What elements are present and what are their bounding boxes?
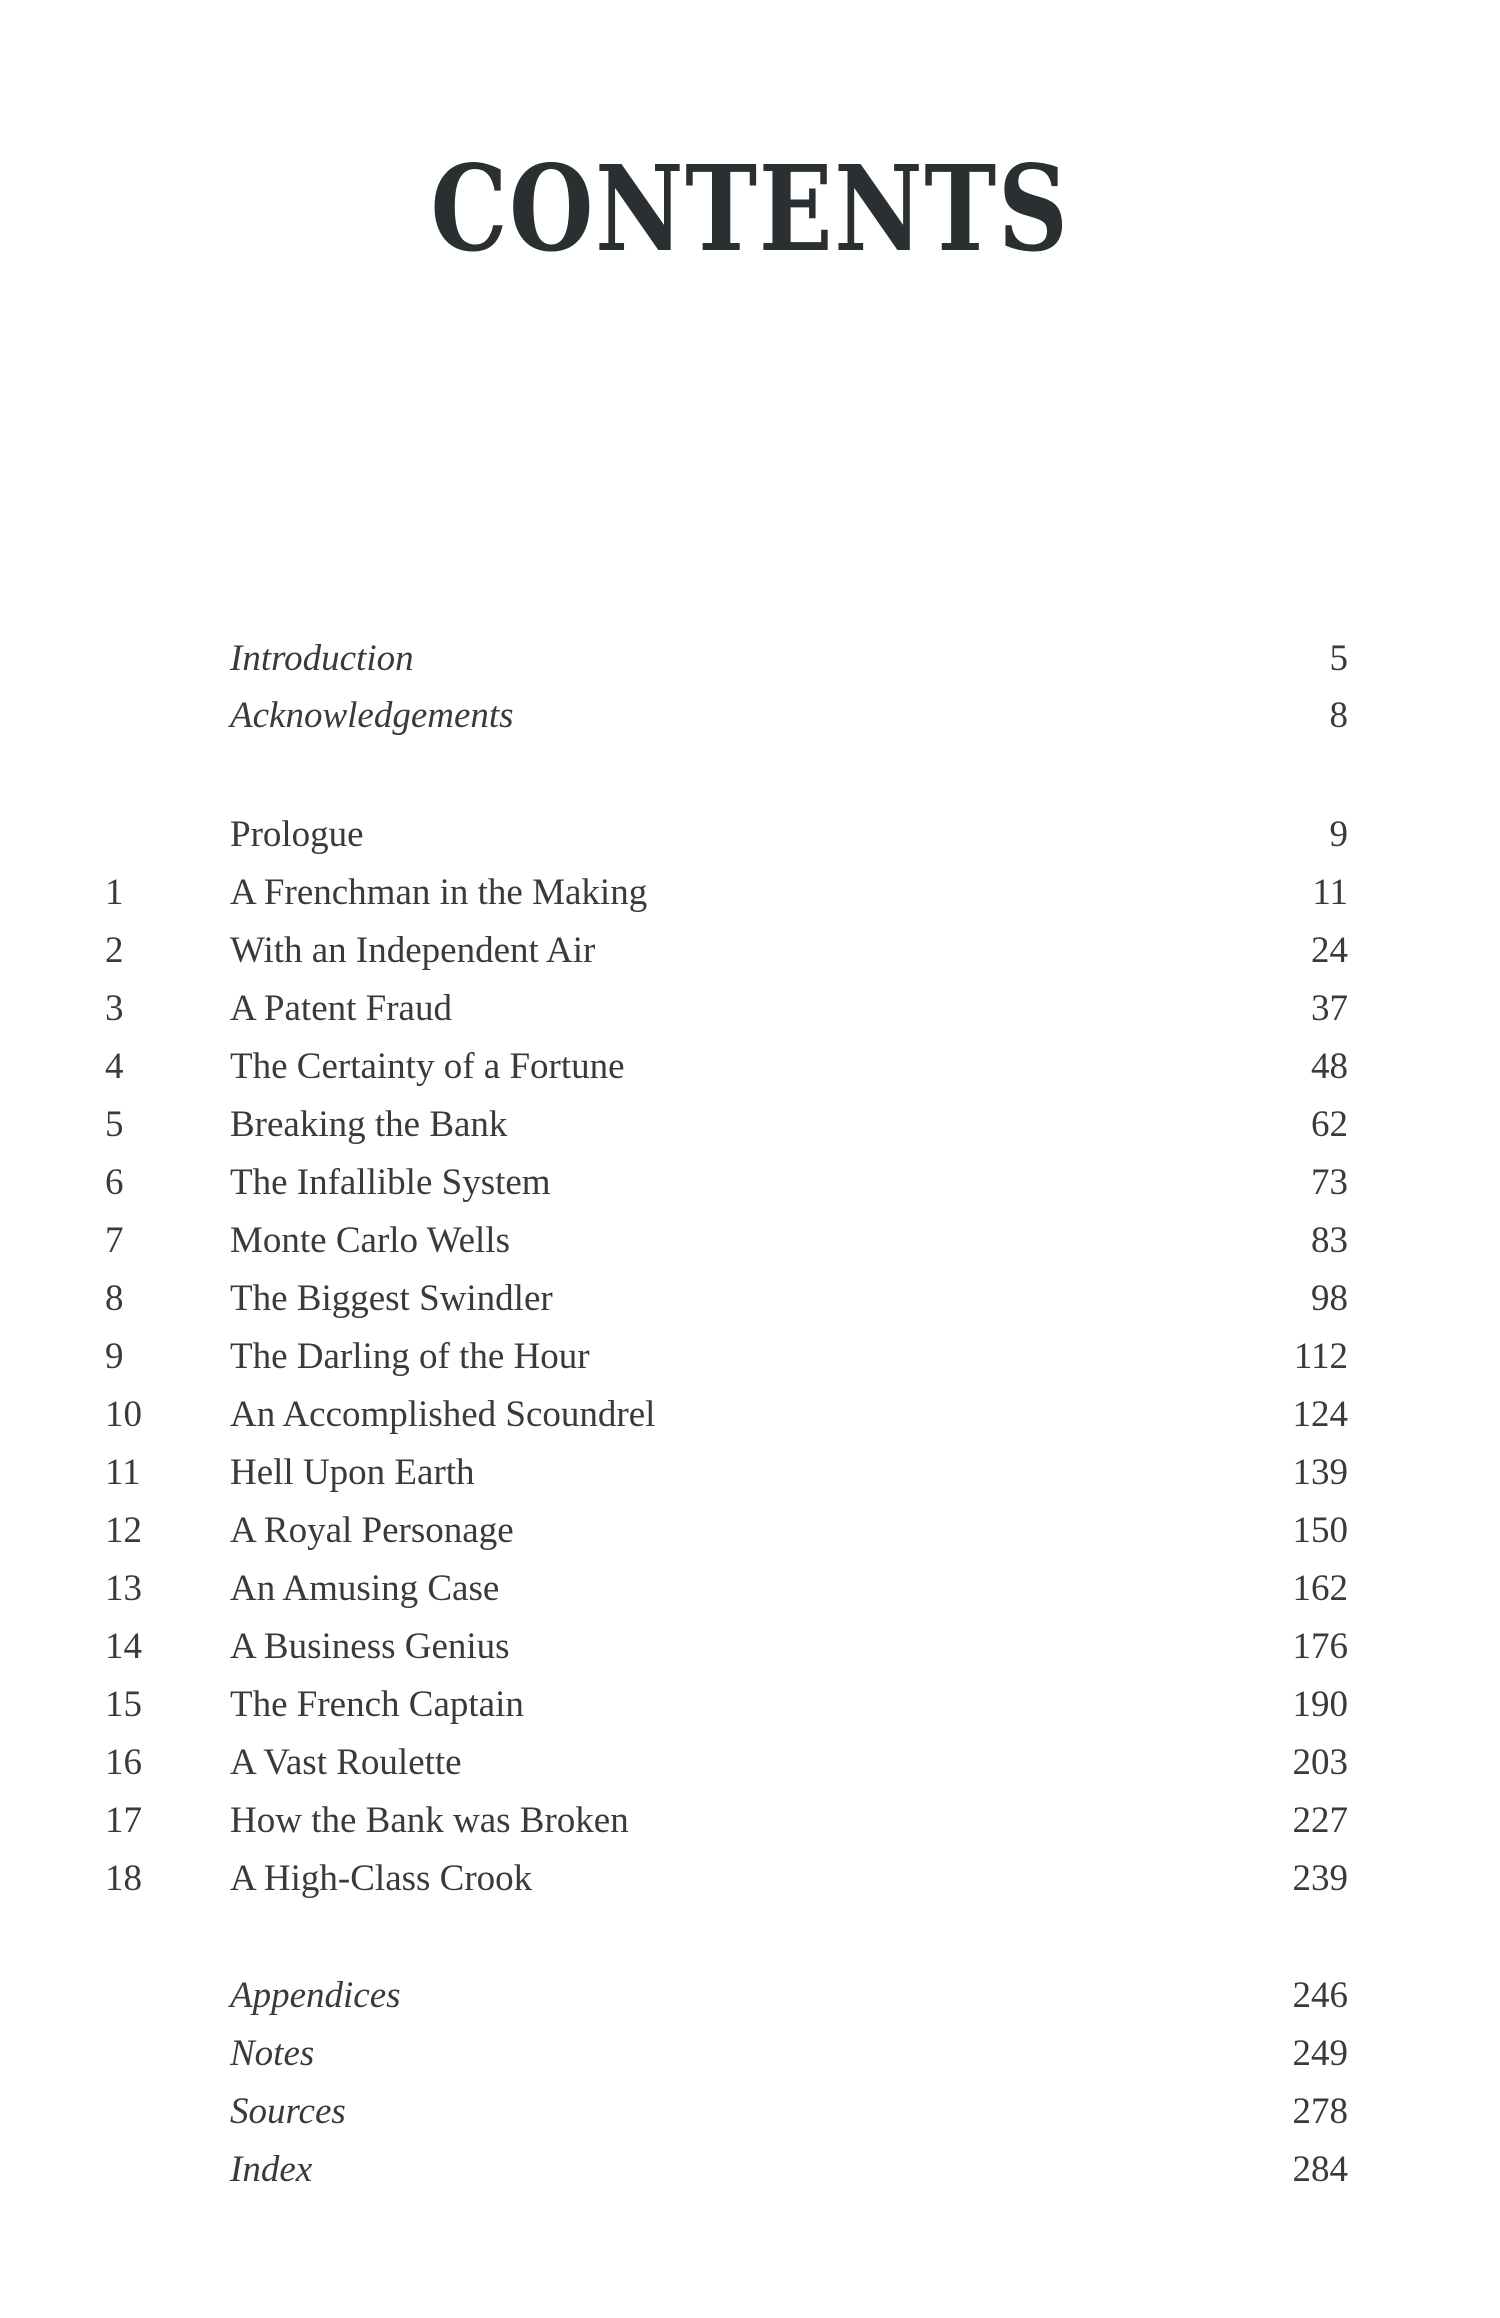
toc-entry-page: 73 [1311, 1162, 1348, 1203]
toc-entry-chapter [0, 980, 1500, 1038]
toc-entry-chapter [0, 922, 1500, 980]
chapter-number: 17 [105, 1800, 142, 1841]
toc-entry-chapter [0, 1502, 1500, 1560]
chapter-number: 1 [105, 872, 124, 913]
toc-entry-page: 150 [1292, 1510, 1348, 1551]
toc-entry-title: Index [230, 2149, 313, 2190]
toc-entry-title: A Vast Roulette [230, 1742, 462, 1783]
toc-entry-page: 278 [1292, 2091, 1348, 2132]
toc-entry-sources [0, 2083, 1500, 2141]
chapter-number: 2 [105, 930, 124, 971]
toc-entry-page: 284 [1292, 2149, 1348, 2190]
page-title: CONTENTS [430, 139, 1070, 278]
toc-entry-page: 37 [1311, 988, 1348, 1029]
toc-entry-chapter [0, 864, 1500, 922]
toc-entry-page: 62 [1311, 1104, 1348, 1145]
toc-entry-page: 203 [1292, 1742, 1348, 1783]
toc-entry-title: The Certainty of a Fortune [230, 1046, 625, 1087]
toc-entry-title: Prologue [230, 814, 364, 855]
toc-entry-page: 246 [1292, 1975, 1348, 2016]
toc-entry-title: An Amusing Case [230, 1568, 500, 1609]
toc-entry-page: 9 [1329, 814, 1348, 855]
toc-entry-index [0, 2141, 1500, 2199]
toc-entry-chapter [0, 1386, 1500, 1444]
toc-entry-title: A Frenchman in the Making [230, 872, 648, 913]
chapter-number: 18 [105, 1858, 142, 1899]
chapter-number: 5 [105, 1104, 124, 1145]
toc-entry-title: Hell Upon Earth [230, 1452, 475, 1493]
toc-entry-chapter [0, 1328, 1500, 1386]
toc-entry-acknowledgements [0, 687, 1500, 745]
toc-entry-page: 11 [1312, 872, 1348, 913]
toc-entry-chapter [0, 1618, 1500, 1676]
chapter-number: 12 [105, 1510, 142, 1551]
chapter-number: 8 [105, 1278, 124, 1319]
toc-entry-title: Acknowledgements [230, 695, 514, 736]
toc-entry-title: Notes [230, 2033, 315, 2074]
chapter-number: 14 [105, 1626, 142, 1667]
toc-entry-prologue [0, 806, 1500, 864]
chapter-number: 16 [105, 1742, 142, 1783]
toc-entry-page: 227 [1292, 1800, 1348, 1841]
chapter-number: 13 [105, 1568, 142, 1609]
toc-entry-notes [0, 2025, 1500, 2083]
toc-entry-title: The Darling of the Hour [230, 1336, 590, 1377]
toc-entry-page: 8 [1329, 695, 1348, 736]
toc-entry-title: The Biggest Swindler [230, 1278, 553, 1319]
chapter-number: 9 [105, 1336, 124, 1377]
toc-entry-title: A Business Genius [230, 1626, 510, 1667]
chapter-number: 6 [105, 1162, 124, 1203]
toc-entry-title: An Accomplished Scoundrel [230, 1394, 656, 1435]
toc-entry-chapter [0, 1212, 1500, 1270]
toc-entry-title: How the Bank was Broken [230, 1800, 629, 1841]
toc-entry-introduction [0, 630, 1500, 688]
toc-entry-page: 176 [1292, 1626, 1348, 1667]
toc-entry-page: 24 [1311, 930, 1348, 971]
toc-entry-title: A High-Class Crook [230, 1858, 533, 1899]
toc-entry-chapter [0, 1850, 1500, 1908]
toc-entry-title: The Infallible System [230, 1162, 551, 1203]
chapter-number: 7 [105, 1220, 124, 1261]
toc-entry-page: 249 [1292, 2033, 1348, 2074]
toc-entry-title: Sources [230, 2091, 346, 2132]
chapter-number: 3 [105, 988, 124, 1029]
toc-entry-chapter [0, 1038, 1500, 1096]
toc-entry-page: 124 [1292, 1394, 1348, 1435]
toc-entry-chapter [0, 1270, 1500, 1328]
toc-entry-chapter [0, 1444, 1500, 1502]
toc-entry-title: Breaking the Bank [230, 1104, 508, 1145]
toc-entry-chapter [0, 1792, 1500, 1850]
toc-entry-page: 48 [1311, 1046, 1348, 1087]
toc-entry-page: 5 [1329, 638, 1348, 679]
toc-entry-chapter [0, 1560, 1500, 1618]
chapter-number: 4 [105, 1046, 124, 1087]
toc-entry-title: Introduction [230, 638, 414, 679]
chapter-number: 15 [105, 1684, 142, 1725]
toc-entry-title: Appendices [230, 1975, 401, 2016]
toc-entry-page: 112 [1293, 1336, 1348, 1377]
toc-entry-chapter [0, 1154, 1500, 1212]
toc-entry-title: Monte Carlo Wells [230, 1220, 510, 1261]
toc-entry-title: A Royal Personage [230, 1510, 514, 1551]
toc-entry-page: 190 [1292, 1684, 1348, 1725]
toc-entry-page: 139 [1292, 1452, 1348, 1493]
chapter-number: 11 [105, 1452, 141, 1493]
toc-entry-page: 83 [1311, 1220, 1348, 1261]
toc-entry-chapter [0, 1734, 1500, 1792]
chapter-number: 10 [105, 1394, 142, 1435]
toc-entry-appendices [0, 1967, 1500, 2025]
toc-entry-title: The French Captain [230, 1684, 524, 1725]
toc-entry-chapter [0, 1676, 1500, 1734]
toc-entry-page: 162 [1292, 1568, 1348, 1609]
toc-entry-page: 98 [1311, 1278, 1348, 1319]
toc-entry-title: A Patent Fraud [230, 988, 452, 1029]
toc-entry-title: With an Independent Air [230, 930, 596, 971]
toc-entry-chapter [0, 1096, 1500, 1154]
toc-entry-page: 239 [1292, 1858, 1348, 1899]
